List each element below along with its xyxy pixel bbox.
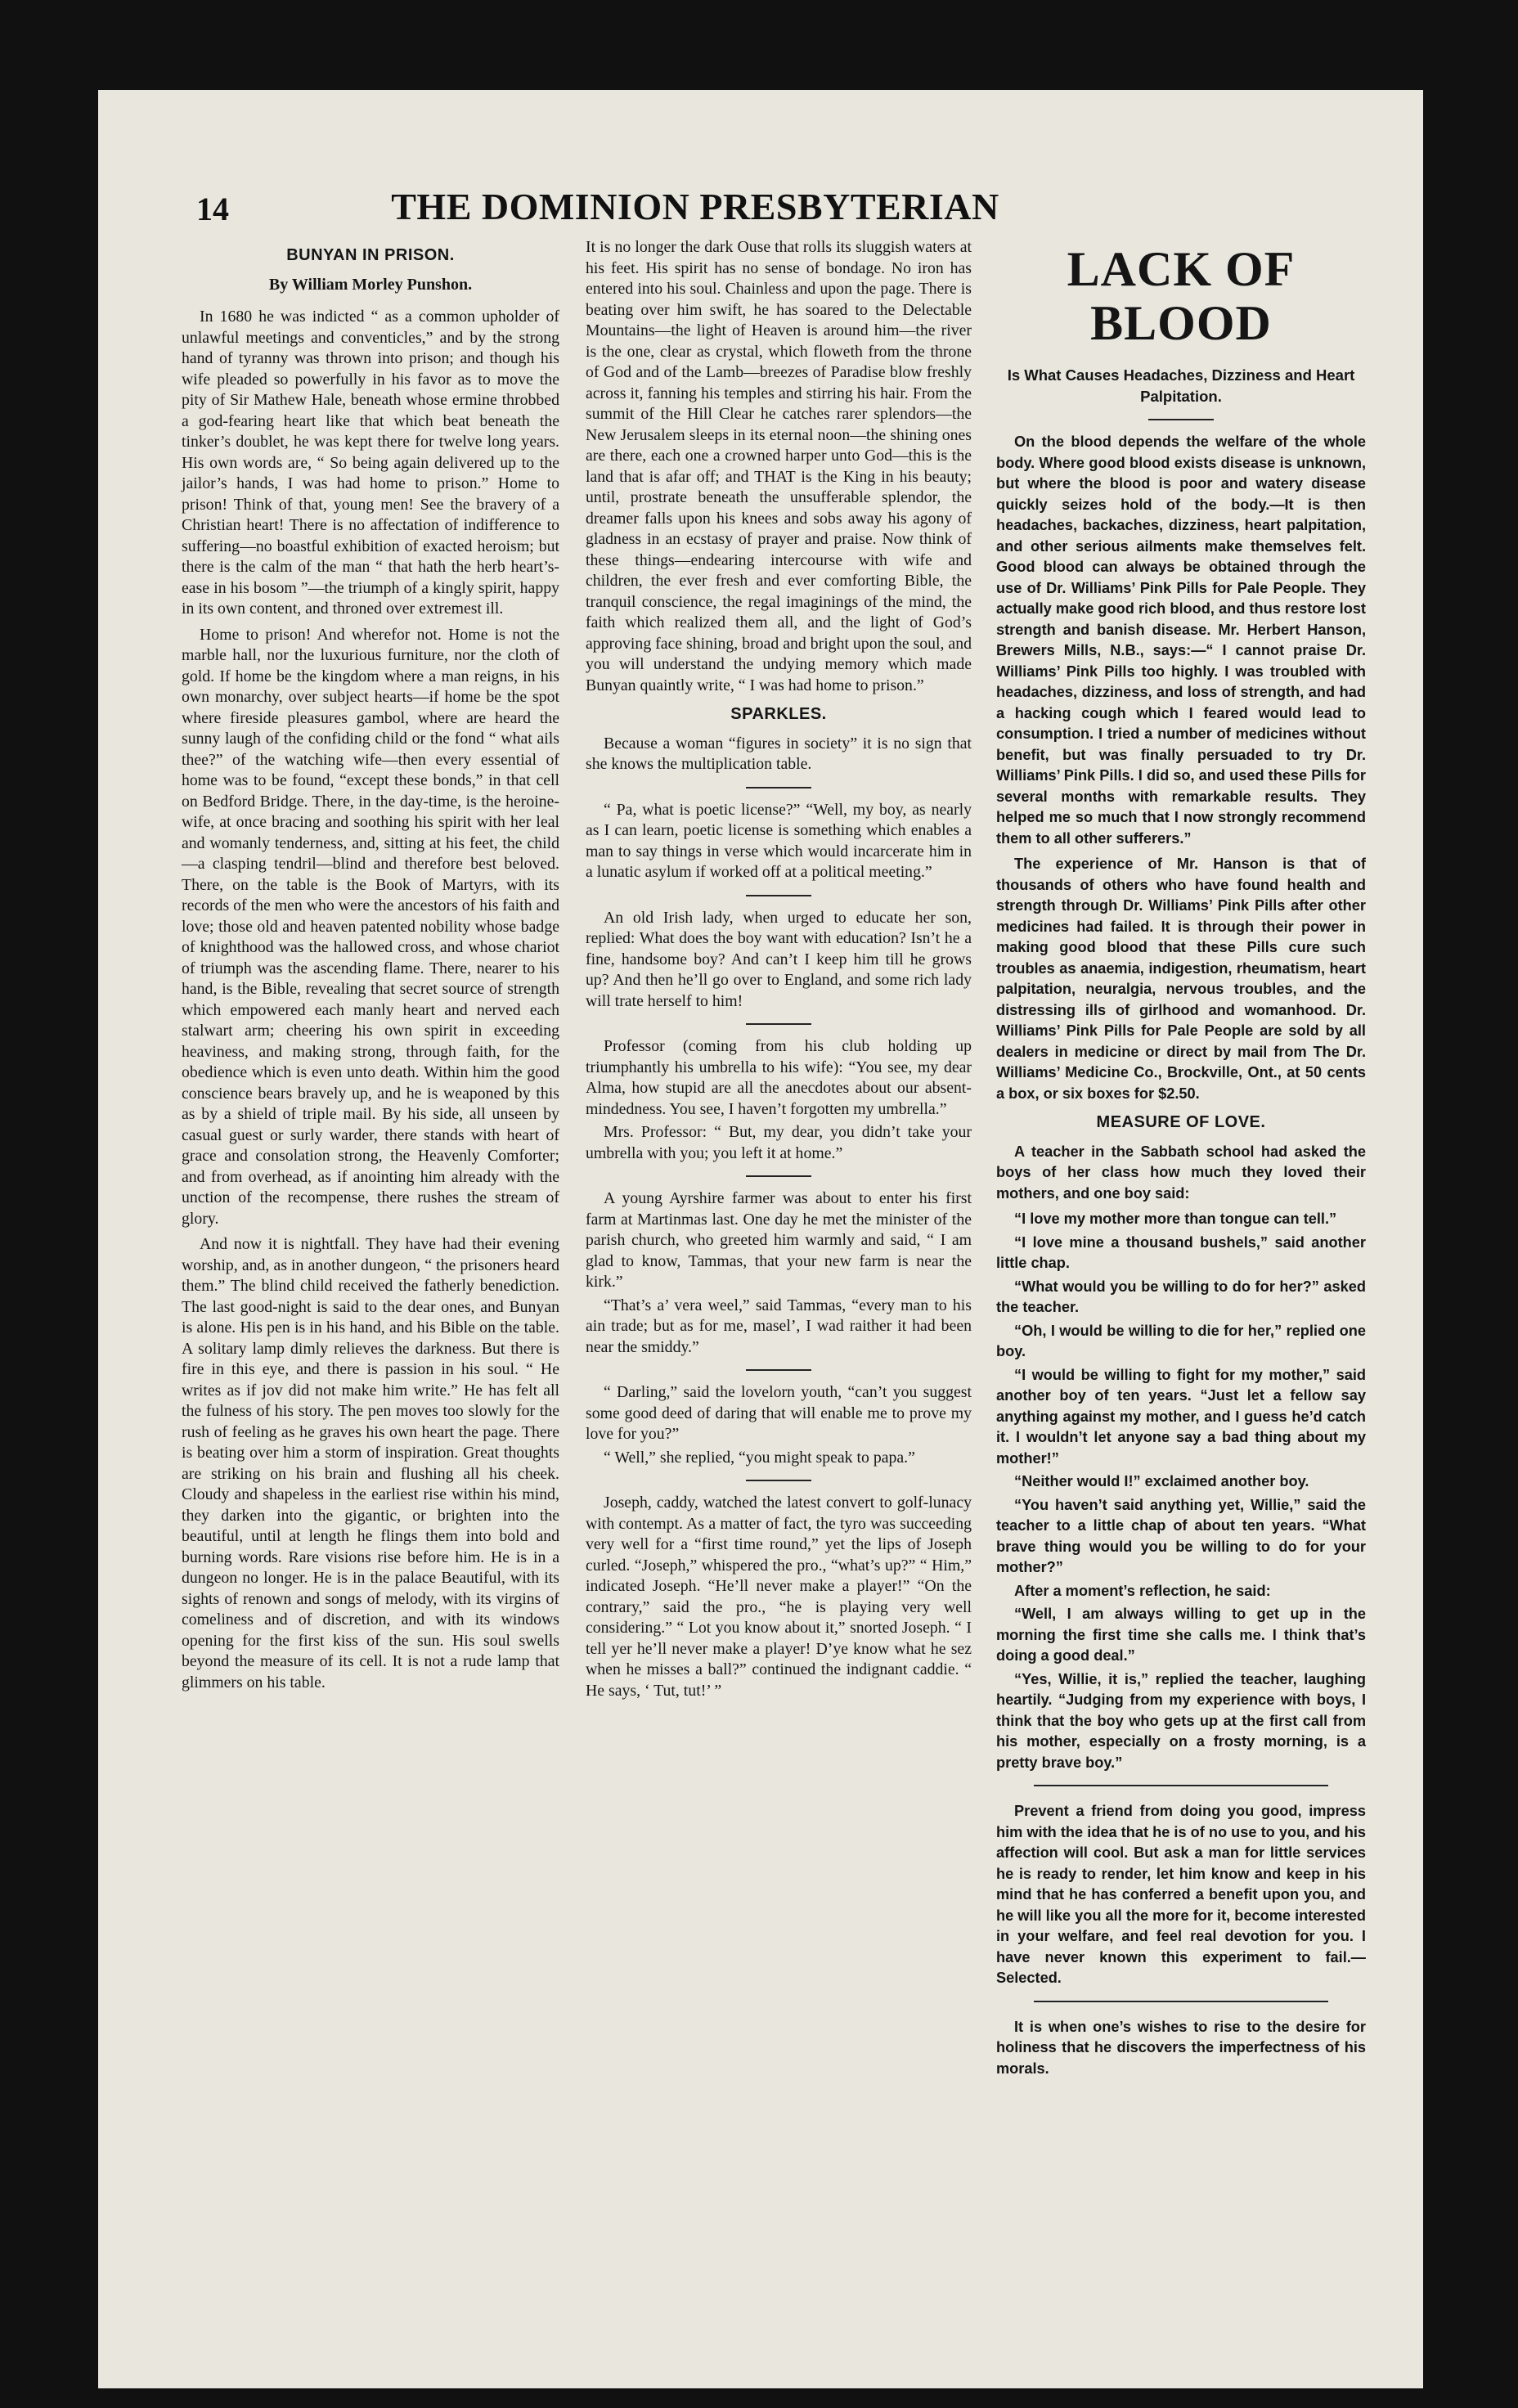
divider (1034, 2001, 1328, 2002)
sparkle-item: “That’s a’ vera weel,” said Tammas, “every man to his ain trade; but as for me, masel’, I wad raither it had been near the smiddy.” (586, 1296, 972, 1356)
column-advert-measure (996, 237, 1366, 2084)
page-number: 14 (196, 191, 229, 227)
paragraph: Prevent a friend from doing you good, impress him with the idea that he is of no use to you, and his affection will cool. But ask a man for little services he is ready to render, let him know and keep in his mind that he has conferred a benefit upon you, and he will like you all the more for it, become interested in your welfare, and feel real devotion for you. I have never known this experiment to fail.—Selected. (996, 1803, 1366, 1986)
paragraph: “Well, I am always willing to get up in the morning the first time she calls me. I think that’s doing a good deal.” (996, 1606, 1366, 1664)
paragraph: Home to prison! And wherefor not. Home is not the marble hall, nor the luxurious furniture, nor the cloth of gold. If home be the kingdom where a man reigns, in his own monarchy, over subject hearts—if home be the spot where fireside pleasures gambol, where are heard the sunny laugh of the confiding child or the fond “ what ails thee?” of the watching wife—then every essential of home was to be found, “except these bonds,” in that cell on Bedford Bridge. There, in the day-time, is the heroine-wife, at once bracing and soothing his spirit with her leal and womanly tenderness, and, sitting at his feet, the child—a clasping tendril—blind and therefore best beloved. There, on the table is the Book of Martyrs, with its records of the men who were the ancestors of his faith and love; those old and heaven patented nobility whose badge of knighthood was the hallowed cross, and whose chariot of triumph was the ascending flame. There, nearer to his hand, is the Bible, revealing that secret source of strength which empowered each manly heart and nerved each stalwart arm; cheering his own spirit in exceeding heaviness, and making strong, through faith, for the obedience which is even unto death. Within him the good conscience bears bravely up, and he is weaponed by this as by a shield of triple mail. By his side, all unseen by casual guest or surly warder, there stands with heart of grace and consolation strong, the Heavenly Comforter; and from overhead, as if anointing him already with the unction of the recompense, there rushes the stream of glory. (182, 625, 559, 1228)
ad-paragraph: On the blood depends the welfare of the whole body. Where good blood exists disease is unknown, but where the blood is poor and watery disease quickly seizes hold of the body.—It is then headaches, backaches, dizziness, heart palpitation, and other serious ailments make themselves felt. Good blood can always be obtained through the use of Dr. Williams’ Pink Pills for Pale People. They actually make good rich blood, and thus restore lost strength and banish disease. Mr. Herbert Hanson, Brewers Mills, N.B., says:—“ I cannot praise Dr. Williams’ Pink Pills too highly. I was troubled with headaches, dizziness, and loss of strength, and had a hacking cough which I feared would lead to consumption. I tried a number of medicines without benefit, but was finally persuaded to try Dr. Williams’ Pink Pills. I did so, and used these Pills for several months with remarkable results. They helped me so much that I now strongly recommend them to all other sufferers.” (996, 434, 1366, 847)
paragraph: “Oh, I would be willing to die for her,” replied one boy. (996, 1322, 1366, 1359)
paragraph: “Yes, Willie, it is,” replied the teacher, laughing heartily. “Judging from my experience with boys, I think that the boy who gets up at the first call from his mother, especially on a frosty morning, is a pretty brave boy.” (996, 1670, 1366, 1771)
paragraph: “I would be willing to fight for my mother,” said another boy of ten years. “Just let a fellow say anything against my mother, and I guess he’d catch it. I wouldn’t let anyone say a bad thing about my mother!” (996, 1366, 1366, 1467)
divider (746, 1369, 811, 1371)
paragraph: “You haven’t said anything yet, Willie,” said the teacher to a little chap of about ten years. “What brave thing would you be willing to do for your mother?” (996, 1496, 1366, 1575)
sparkle-item: A young Ayrshire farmer was about to enter his first farm at Martinmas last. One day he met the minister of the parish church, who greeted him warmly and said, “ I am glad to know, Tammas, that your new farm is near the kirk.” (586, 1189, 972, 1291)
sparkle-item: “ Pa, what is poetic license?” “Well, my boy, as nearly as I can learn, poetic license is something which enables a man to say things in verse which would incarcerate him in a lunatic asylum if worked off at a political meeting.” (586, 800, 972, 881)
paragraph: “Neither would I!” exclaimed another boy. (1014, 1473, 1309, 1489)
paragraph: And now it is nightfall. They have had their evening worship, and, as in another dungeon, “ the prisoners heard them.” The blind child received the fatherly benediction. The last good-night is said to the dear ones, and Bunyan is alone. His pen is in his hand, and his Bible on the table. A solitary lamp dimly relieves the darkness. But there is fire in this eye, and there is passion in his soul. “ He writes as if jov did not make him write.” He has felt all the fulness of his story. The pen moves too slowly for the rush of feeling as he graves his own heart the page. There is beating over him a storm of inspiration. Great thoughts are striking on his brain and flushing all his cheek. Cloudy and shapeless in the earliest rise within his mind, they darken into the gigantic, or brighten into the beautiful, until at length he flings them into bold and burning words. Rare visions rise before him. He is in a dungeon no longer. He is in the palace Beautiful, with its sights of renown and songs of melody, with its virgins of comeliness and of discretion, and with its windows opening for the first kiss of the sun. His soul swells beyond the measure of its cell. It is not a rude lamp that glimmers on his table. (182, 1235, 559, 1691)
sparkle-item: An old Irish lady, when urged to educate her son, replied: What does the boy want with education? Isn’t he a fine, handsome boy? And can’t I keep him till he grows up? And then he’ll go over to England, and some rich lady will trate herself to him! (586, 908, 972, 1010)
divider (1034, 1785, 1328, 1786)
paragraph: After a moment’s reflection, he said: (1014, 1582, 1271, 1599)
article-byline: By William Morley Punshon. (268, 275, 473, 294)
paragraph: “I love my mother more than tongue can tell.” (1014, 1211, 1337, 1227)
masthead-title: THE DOMINION PRESBYTERIAN (391, 186, 999, 227)
sparkle-item: Joseph, caddy, watched the latest convert to golf-lunacy with contempt. As a matter of fact, the tyro was succeeding very well for a “first time round,” yet the lips of Joseph curled. “Joseph,” whispered the pro., “what’s up?” “ Him,” indicated Joseph. “He’ll never make a player!” “On the contrary,” said the pro., “he is playing very well considering.” “ Lot you know about it,” snorted Joseph. “ I tell yer he’ll never make a player! D’ye know what he sez when he misses a ball?” continued the indignant caddie. “ He says, ‘ Tut, tut!’ ” (586, 1494, 972, 1700)
sparkle-item: Professor (coming from his club holding up triumphantly his umbrella to his wife): “You see, my dear Alma, how stupid are all the anecdotes about our absent-mindedness. You see, I haven’t forgotten my umbrella.” (586, 1037, 972, 1118)
paragraph: In 1680 he was indicted “ as a common upholder of unlawful meetings and conventicles,” and by the strong hand of tyranny was thrown into prison; and though his wife pleaded so powerfully in his favor as to move the pity of Sir Mathew Hale, beneath whose ermine throbbed a god-fearing heart like that which beat beneath the tinker’s doublet, he was kept there for twelve long years. His own words are, “ So being again delivered up to the jailor’s hands, I was had home to prison.” Home to prison! Think of that, young men! See the bravery of a Christian heart! There is no affectation of indifference to suffering—no boastful exhibition of exacted heroism; but there is the calm of the man “ that hath the herb heart’s-ease in his bosom ”—the triumph of a kingly spirit, happy in its own content, and throned over extremest ill. (182, 308, 559, 618)
divider (746, 1480, 811, 1481)
article-title-bunyan: BUNYAN IN PRISON. (286, 246, 455, 264)
sparkle-item: Because a woman “figures in society” it is no sign that she knows the multiplication table. (586, 734, 972, 773)
sparkle-item: “ Darling,” said the lovelorn youth, “can’t you suggest some good deed of daring that will enable me to prove my love for you?” (586, 1383, 972, 1443)
divider (746, 1175, 811, 1177)
paragraph: It is when one’s wishes to rise to the desire for holiness that he discovers the imperfectness of his morals. (996, 2018, 1366, 2077)
ad-headline: LACK OF BLOOD (1067, 242, 1296, 350)
section-title-measure: MEASURE OF LOVE. (1096, 1113, 1266, 1131)
divider (746, 895, 811, 896)
divider (746, 787, 811, 788)
column-bunyan (182, 237, 559, 1698)
divider (746, 1023, 811, 1025)
ad-paragraph: The experience of Mr. Hanson is that of thousands of others who have found health and strength through Dr. Williams’ Pink Pills after other medicines had failed. It is through their power in making good blood that these Pills cure such troubles as anaemia, indigestion, rheumatism, heart palpitation, neuralgia, nervous troubles, and the distressing ills of girlhood and womanhood. Dr. Williams’ Pink Pills for Pale People are sold by all dealers in medicine or direct by mail from The Dr. Williams’ Medicine Co., Brockville, Ont., at 50 cents a box, or six boxes for $2.50. (996, 856, 1366, 1102)
sparkle-item: Mrs. Professor: “ But, my dear, you didn’t take your umbrella with you; you left it at home.” (586, 1123, 972, 1162)
column-sparkles (586, 237, 972, 1704)
paragraph: “I love mine a thousand bushels,” said another little chap. (996, 1233, 1366, 1271)
paragraph: It is no longer the dark Ouse that rolls its sluggish waters at his feet. His spirit has no sense of bondage. No iron has entered into his soul. Chainless and upon the page. There is beating over him swift, he has soared to the Delectable Mountains—the light of Heaven is around him—the river is the one, clear as crystal, which floweth from the throne of God and of the Lamb—breezes of Paradise blow freshly across it, fanning his temples and stirring his hair. From the summit of the Hill Clear he catches rarer splendors—the New Jerusalem sleeps in its eternal noon—the shining ones are there, each one a crowned harper unto God—this is the land that is afar off; and THAT is the King in his beauty; until, prostrate beneath the unsufferable splendor, the dreamer falls upon his knees and sobs away his agony of gladness in an ecstasy of prayer and praise. Now think of these things—endearing intercourse with wife and children, the ever fresh and ever comforting Bible, the tranquil conscience, the regal imaginings of the mind, the faith which realized them all, and the light of God’s approving face shining, broad and bright upon the soul, and you will understand the undying memory which made Bunyan quaintly write, “ I was had home to prison.” (586, 238, 972, 694)
paragraph: “What would you be willing to do for her?” asked the teacher. (996, 1278, 1366, 1315)
ad-subhead: Is What Causes Headaches, Dizziness and Heart Palpitation. (1007, 366, 1355, 405)
divider (1148, 419, 1214, 420)
section-title-sparkles: SPARKLES. (730, 705, 827, 723)
sparkle-item: “ Well,” she replied, “you might speak to papa.” (604, 1448, 915, 1467)
paragraph: A teacher in the Sabbath school had asked the boys of her class how much they loved their mothers, and one boy said: (996, 1143, 1366, 1202)
